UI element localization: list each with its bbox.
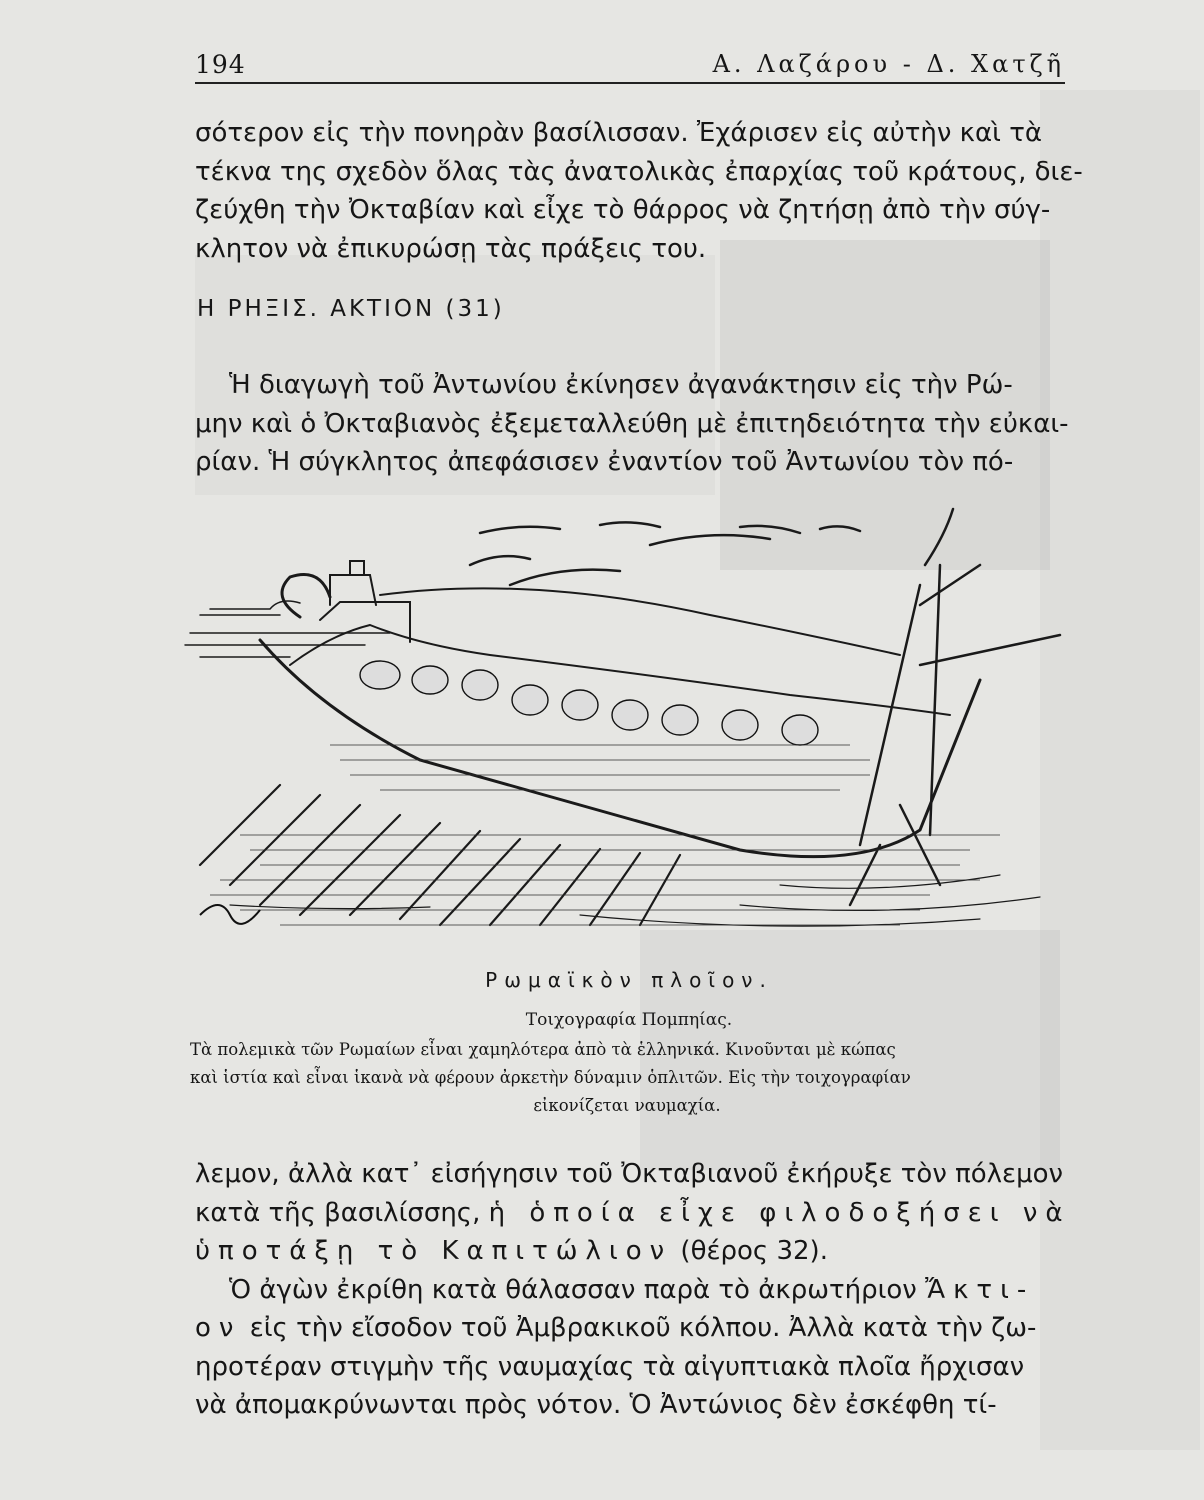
caption-line: εἰκονίζεται ναυμαχία. <box>533 1096 721 1115</box>
artist-signature <box>200 905 260 924</box>
text-line: λεμον, ἀλλὰ κατ᾽ εἰσήγησιν τοῦ Ὀκταβιανοῦ ἐκήρυξε τὸν πόλεμον <box>195 1159 1064 1189</box>
section-heading: Η ΡΗΞΙΣ. ΑΚΤΙΟΝ (31) <box>197 296 505 322</box>
text-line <box>195 1271 1063 1310</box>
running-head: Α. Λαζάρου - Δ. Χατζῆ <box>712 50 1065 78</box>
text-span: εἰς τὴν εἴσοδον τοῦ Ἀμβρακικοῦ κόλπου. Ἀλλὰ κατὰ τὴν ζω- <box>241 1313 1037 1343</box>
text-line <box>195 1309 1063 1348</box>
figure-title: Ρωμαϊκὸν πλοῖον. <box>485 968 773 992</box>
caption-line: καὶ ἱστία καὶ εἶναι ἱκανὰ νὰ φέρουν ἀρκετὴν δύναμιν ὁπλιτῶν. Εἰς τὴν τοιχογραφίαν <box>190 1068 911 1087</box>
emphasized-text: ὑποτάξῃ τὸ Καπιτώλιον <box>195 1236 673 1266</box>
text-line <box>195 1232 1063 1271</box>
text-line: ζεύχθη τὴν Ὀκταβίαν καὶ εἶχε τὸ θάρρος νὰ ζητήσῃ ἀπὸ τὴν σύγ- <box>195 195 1051 225</box>
figure-caption <box>190 1036 1064 1120</box>
text-span: Ὁ ἀγὼν ἐκρίθη κατὰ θάλασσαν παρὰ τὸ ἀκρωτήριον <box>229 1274 926 1305</box>
emphasized-text: ον <box>195 1313 242 1343</box>
page-header <box>195 46 1065 86</box>
emphasized-text: ἡ ὁποία εἶχε φιλοδοξήσει νὰ <box>488 1197 1071 1228</box>
continuation-paragraph <box>195 1155 1071 1425</box>
text-line: τέκνα της σχεδὸν ὅλας τὰς ἀνατολικὰς ἐπαρχίας τοῦ κράτους, διε- <box>195 156 1083 187</box>
section-paragraph <box>195 366 1069 482</box>
text-line: κλητον νὰ ἐπικυρώσῃ τὰς πράξεις του. <box>195 233 707 264</box>
text-line: ρίαν. Ἡ σύγκλητος ἀπεφάσισεν ἐναντίον τοῦ Ἀντωνίου τὸν πό- <box>195 447 1014 477</box>
text-span: (θέρος 32). <box>672 1236 828 1266</box>
text-line: νὰ ἀπομακρύνωνται πρὸς νότον. Ὁ Ἀντώνιος δὲν ἐσκέφθη τί- <box>195 1390 997 1420</box>
emphasized-text: Ἄκτι- <box>925 1274 1035 1305</box>
page-number: 194 <box>195 50 246 79</box>
figure-subtitle: Τοιχογραφία Πομπηίας. <box>525 1010 733 1030</box>
text-line: μην καὶ ὁ Ὀκταβιανὸς ἐξεμεταλλεύθη μὲ ἐπιτηδειότητα τὴν εὐκαι- <box>195 408 1069 439</box>
roman-ship-illustration <box>180 505 1080 945</box>
intro-paragraph <box>195 114 1083 268</box>
text-line: ηροτέραν στιγμὴν τῆς ναυμαχίας τὰ αἰγυπτιακὰ πλοῖα ἤρχισαν <box>195 1351 1025 1382</box>
caption-line: Τὰ πολεμικὰ τῶν Ρωμαίων εἶναι χαμηλότερα ἀπὸ τὰ ἑλληνικά. Κινοῦνται μὲ κώπας <box>190 1040 896 1059</box>
text-line: Ἡ διαγωγὴ τοῦ Ἀντωνίου ἐκίνησεν ἀγανάκτησιν εἰς τὴν Ρώ- <box>229 370 1013 400</box>
text-span: κατὰ τῆς βασιλίσσης, <box>195 1197 489 1228</box>
header-rule <box>195 82 1065 84</box>
text-line: σότερον εἰς τὴν πονηρὰν βασίλισσαν. Ἐχάρισεν εἰς αὐτὴν καὶ τὰ <box>195 118 1042 148</box>
text-line <box>195 1194 1071 1233</box>
